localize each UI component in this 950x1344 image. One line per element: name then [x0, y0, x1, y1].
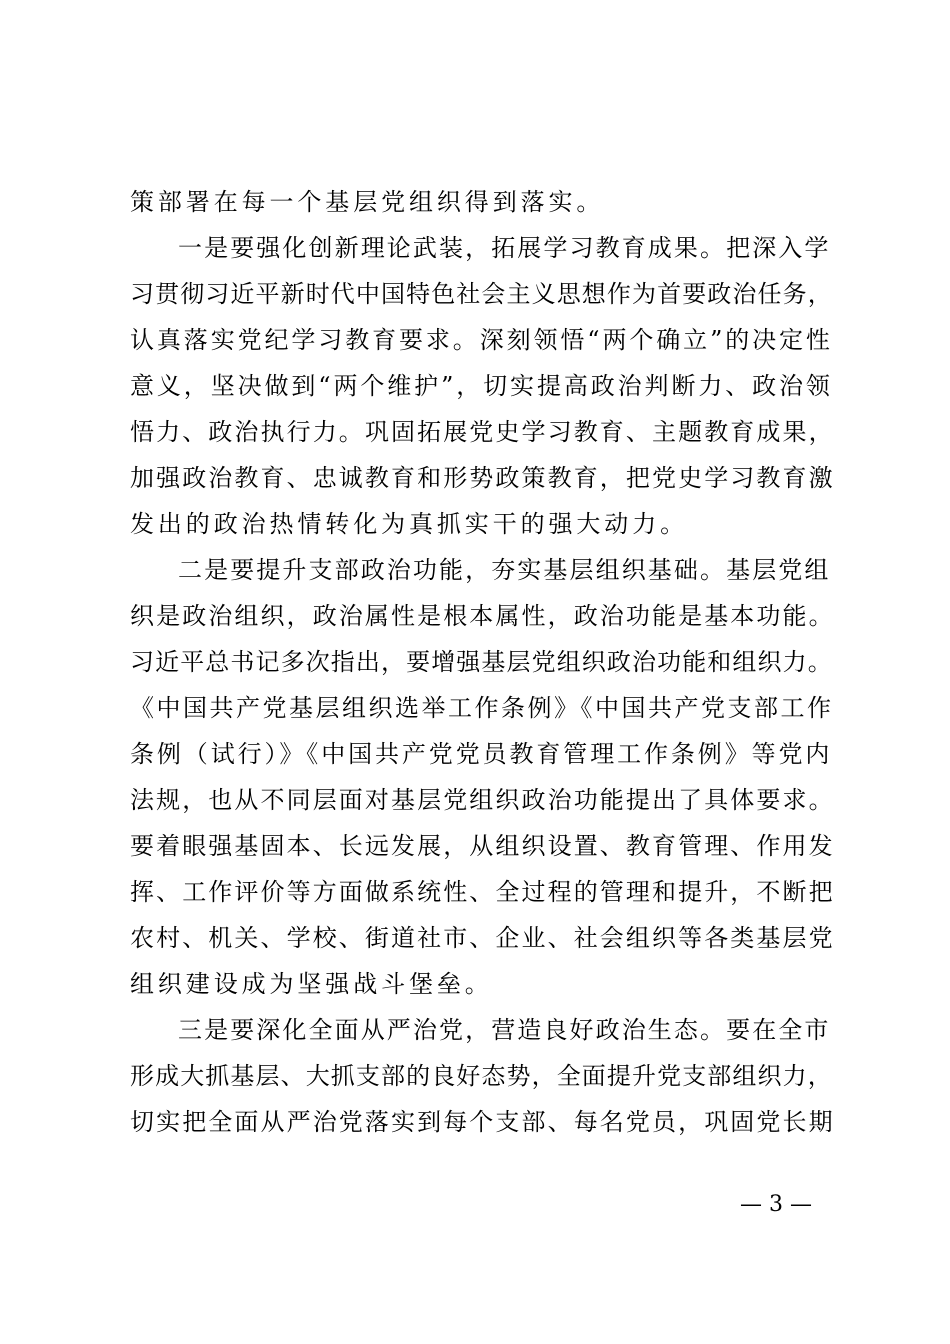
- text-line: 条例（试行）》《中国共产党党员教育管理工作条例》等党内: [130, 740, 833, 768]
- text-line: 习贯彻习近平新时代中国特色社会主义思想作为首要政治任务，: [130, 280, 833, 308]
- text-line: 形成大抓基层、大抓支部的良好态势，全面提升党支部组织力，: [130, 1062, 833, 1090]
- text-line: 法规，也从不同层面对基层党组织政治功能提出了具体要求。: [130, 786, 835, 814]
- text-line: 认真落实党纪学习教育要求。深刻领悟“两个确立”的决定性: [130, 326, 833, 354]
- text-line: 切实把全面从严治党落实到每个支部、每名党员，巩固党长期: [130, 1108, 835, 1136]
- text-line: 悟力、政治执行力。巩固拓展党史学习教育、主题教育成果，: [130, 418, 835, 446]
- text-line: 要着眼强基固本、长远发展，从组织设置、教育管理、作用发: [130, 832, 835, 860]
- text-line: 组织建设成为坚强战斗堡垒。: [130, 970, 493, 998]
- text-line: 挥、工作评价等方面做系统性、全过程的管理和提升，不断把: [130, 878, 835, 906]
- paragraph-3-first-line: 三是要深化全面从严治党，营造良好政治生态。要在全市: [178, 1016, 831, 1044]
- text-line: 加强政治教育、忠诚教育和形势政策教育，把党史学习教育激: [130, 464, 835, 492]
- text-line: 《中国共产党基层组织选举工作条例》《中国共产党支部工作: [130, 694, 834, 722]
- paragraph-1-first-line: 一是要强化创新理论武装，拓展学习教育成果。把深入学: [178, 234, 831, 262]
- text-line: 织是政治组织，政治属性是根本属性，政治功能是基本功能。: [130, 602, 835, 630]
- page-number: — 3 —: [740, 1192, 812, 1217]
- text-line: 农村、机关、学校、街道社市、企业、社会组织等各类基层党: [130, 924, 835, 952]
- text-line: 习近平总书记多次指出，要增强基层党组织政治功能和组织力。: [130, 648, 833, 676]
- text-line: 发出的政治热情转化为真抓实干的强大动力。: [130, 510, 688, 538]
- paragraph-2-first-line: 二是要提升支部政治功能，夯实基层组织基础。基层党组: [178, 556, 831, 584]
- text-line: 策部署在每一个基层党组织得到落实。: [130, 188, 605, 216]
- text-line: 意义，坚决做到“两个维护”，切实提高政治判断力、政治领: [130, 372, 833, 400]
